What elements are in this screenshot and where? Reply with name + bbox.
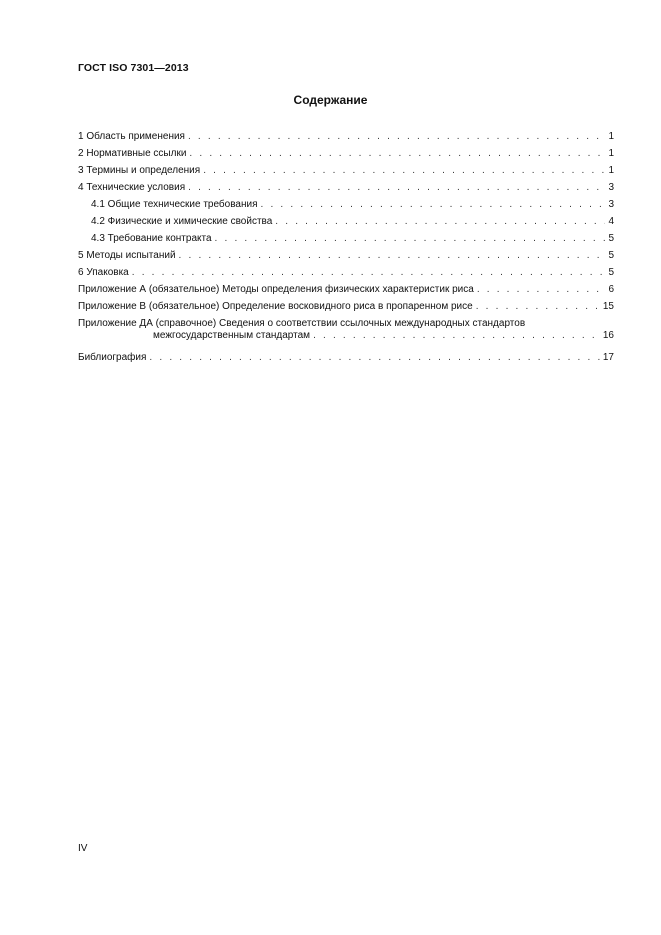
toc-entry[interactable] xyxy=(78,182,614,199)
toc-entry-label: 1 Область применения xyxy=(78,131,185,142)
toc-subentry[interactable] xyxy=(78,199,614,216)
page-number: IV xyxy=(78,843,88,854)
toc-entry-page: 15 xyxy=(602,301,614,312)
dot-leader xyxy=(188,131,605,143)
toc-entry[interactable] xyxy=(78,284,614,301)
dot-leader xyxy=(188,182,605,194)
dot-leader xyxy=(149,352,599,364)
dot-leader xyxy=(476,301,600,313)
toc-entry[interactable] xyxy=(78,148,614,165)
table-of-contents xyxy=(78,131,614,369)
toc-entry-page: 1 xyxy=(608,148,614,159)
toc-subentry[interactable] xyxy=(78,233,614,250)
toc-entry-page: 3 xyxy=(608,182,614,193)
toc-entry-page: 6 xyxy=(608,284,614,295)
dot-leader xyxy=(132,267,606,279)
toc-entry-page: 1 xyxy=(608,131,614,142)
toc-entry-label: Приложение ДА (справочное) Сведения о соответствии ссылочных международных стандартов xyxy=(78,318,526,329)
dot-leader xyxy=(189,148,605,160)
toc-subentry[interactable] xyxy=(78,216,614,233)
toc-entry-label: Библиография xyxy=(78,352,147,363)
toc-entry-label: 5 Методы испытаний xyxy=(78,250,176,261)
dot-leader xyxy=(215,233,606,245)
toc-entry-page: 3 xyxy=(608,199,614,210)
toc-entry-page: 4 xyxy=(608,216,614,227)
dot-leader xyxy=(477,284,606,296)
toc-entry[interactable] xyxy=(78,131,614,148)
toc-entry-label: 4.2 Физические и химические свойства xyxy=(91,216,273,227)
toc-entry-label: 4.1 Общие технические требования xyxy=(91,199,258,210)
toc-entry-label: Приложение А (обязательное) Методы определения физических характеристик риса xyxy=(78,284,474,295)
toc-entry-label: Приложение В (обязательное) Определение восковидного риса в пропаренном рисе xyxy=(78,301,473,312)
toc-entry-page: 1 xyxy=(608,165,614,176)
toc-entry[interactable] xyxy=(78,352,614,369)
toc-entry-label: 2 Нормативные ссылки xyxy=(78,148,187,159)
dot-leader xyxy=(313,330,600,342)
toc-entry[interactable] xyxy=(78,267,614,284)
toc-entry-label-continuation: межгосударственным стандартам xyxy=(153,330,311,341)
toc-entry-page: 5 xyxy=(608,250,614,261)
toc-entry-page: 5 xyxy=(608,267,614,278)
toc-entry-label: 6 Упаковка xyxy=(78,267,129,278)
toc-entry-label: 4.3 Требование контракта xyxy=(91,233,212,244)
dot-leader xyxy=(203,165,605,177)
toc-entry[interactable] xyxy=(78,318,614,352)
toc-entry-page: 17 xyxy=(602,352,614,363)
page-title: Содержание xyxy=(293,93,368,107)
toc-entry-label: 4 Технические условия xyxy=(78,182,186,193)
document-header: ГОСТ ISO 7301—2013 xyxy=(78,62,189,74)
dot-leader xyxy=(275,216,605,228)
toc-entry[interactable] xyxy=(78,301,614,318)
toc-entry[interactable] xyxy=(78,250,614,267)
toc-entry-page: 5 xyxy=(608,233,614,244)
dot-leader xyxy=(261,199,606,211)
toc-entry[interactable] xyxy=(78,165,614,182)
toc-entry-label: 3 Термины и определения xyxy=(78,165,201,176)
toc-entry-page: 16 xyxy=(602,330,614,341)
dot-leader xyxy=(179,250,606,262)
